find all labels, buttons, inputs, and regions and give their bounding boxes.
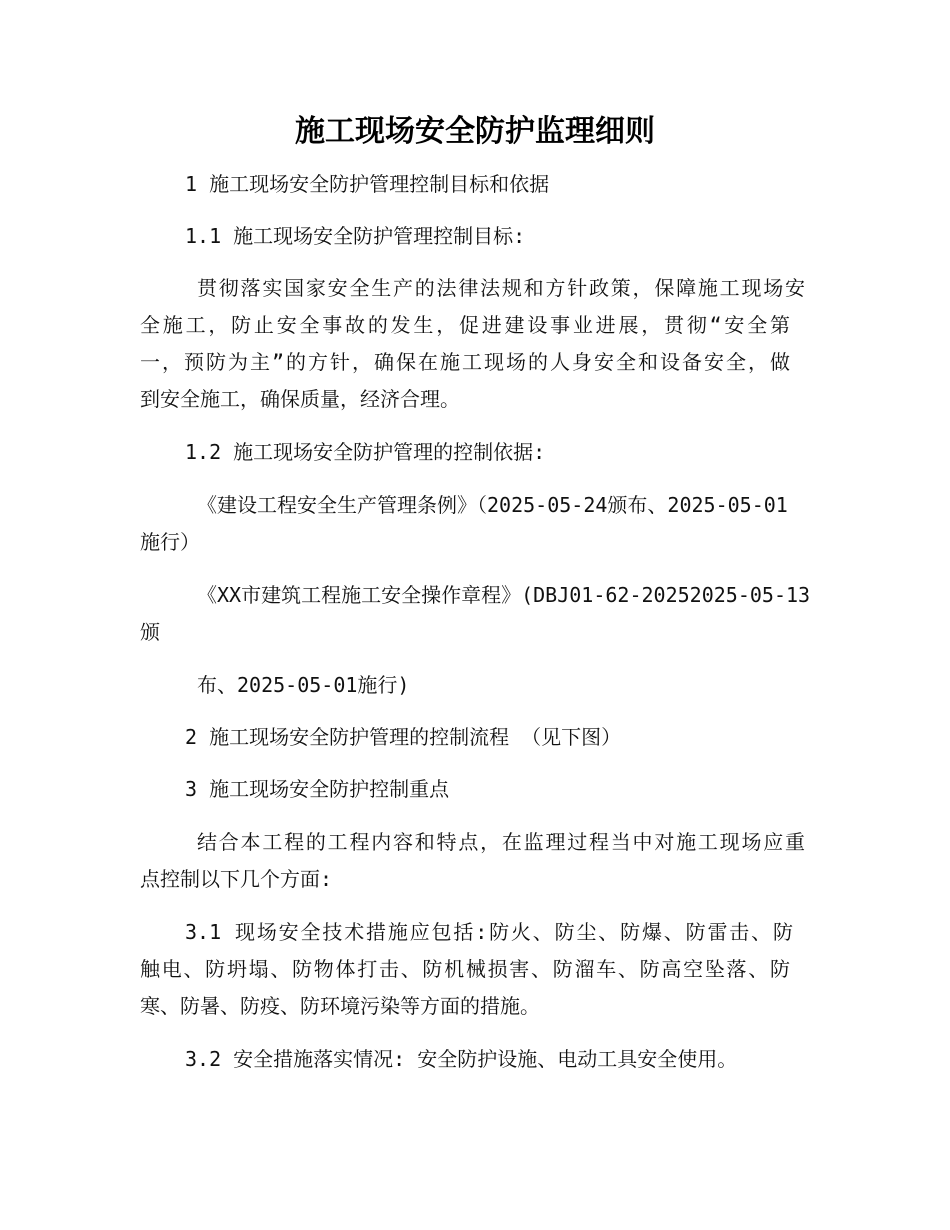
reference-line: 布、2025-05-01施行) bbox=[197, 673, 410, 697]
paragraph-line: 点控制以下几个方面: bbox=[140, 867, 333, 891]
document-title: 施工现场安全防护监理细则 bbox=[295, 114, 655, 149]
heading-1-1: 1.1 施工现场安全防护管理控制目标: bbox=[185, 224, 526, 248]
reference-line: 《XX市建筑工程施工安全操作章程》(DBJ01-62-20252025-05-13 bbox=[197, 583, 811, 607]
heading-2: 2 施工现场安全防护管理的控制流程 （见下图） bbox=[185, 725, 622, 749]
heading-3-2: 3.2 安全措施落实情况: 安全防护设施、电动工具安全使用。 bbox=[185, 1047, 738, 1071]
paragraph-line: 结合本工程的工程内容和特点，在监理过程当中对施工现场应重 bbox=[197, 830, 805, 854]
paragraph-line: 全施工，防止安全事故的发生，促进建设事业进展，贯彻“安全第 bbox=[140, 313, 790, 337]
heading-1-2: 1.2 施工现场安全防护管理的控制依据: bbox=[185, 440, 546, 464]
heading-3: 3 施工现场安全防护控制重点 bbox=[185, 777, 450, 801]
paragraph-line: 到安全施工，确保质量，经济合理。 bbox=[140, 387, 460, 411]
paragraph-line: 触电、防坍塌、防物体打击、防机械损害、防溜车、防高空坠落、防 bbox=[140, 957, 790, 981]
reference-line: 《建设工程安全生产管理条例》（2025-05-24颁布、2025-05-01 bbox=[197, 493, 788, 517]
paragraph-line: 贯彻落实国家安全生产的法律法规和方针政策，保障施工现场安 bbox=[197, 276, 805, 300]
paragraph-line: 寒、防暑、防疫、防环境污染等方面的措施。 bbox=[140, 994, 540, 1018]
reference-line: 颁 bbox=[140, 620, 160, 644]
heading-1: 1 施工现场安全防护管理控制目标和依据 bbox=[185, 172, 550, 196]
paragraph-line: 一，预防为主”的方针，确保在施工现场的人身安全和设备安全，做 bbox=[140, 350, 790, 374]
reference-line: 施行） bbox=[140, 530, 200, 554]
heading-3-1: 3.1 现场安全技术措施应包括:防火、防尘、防爆、防雷击、防 bbox=[185, 920, 793, 944]
